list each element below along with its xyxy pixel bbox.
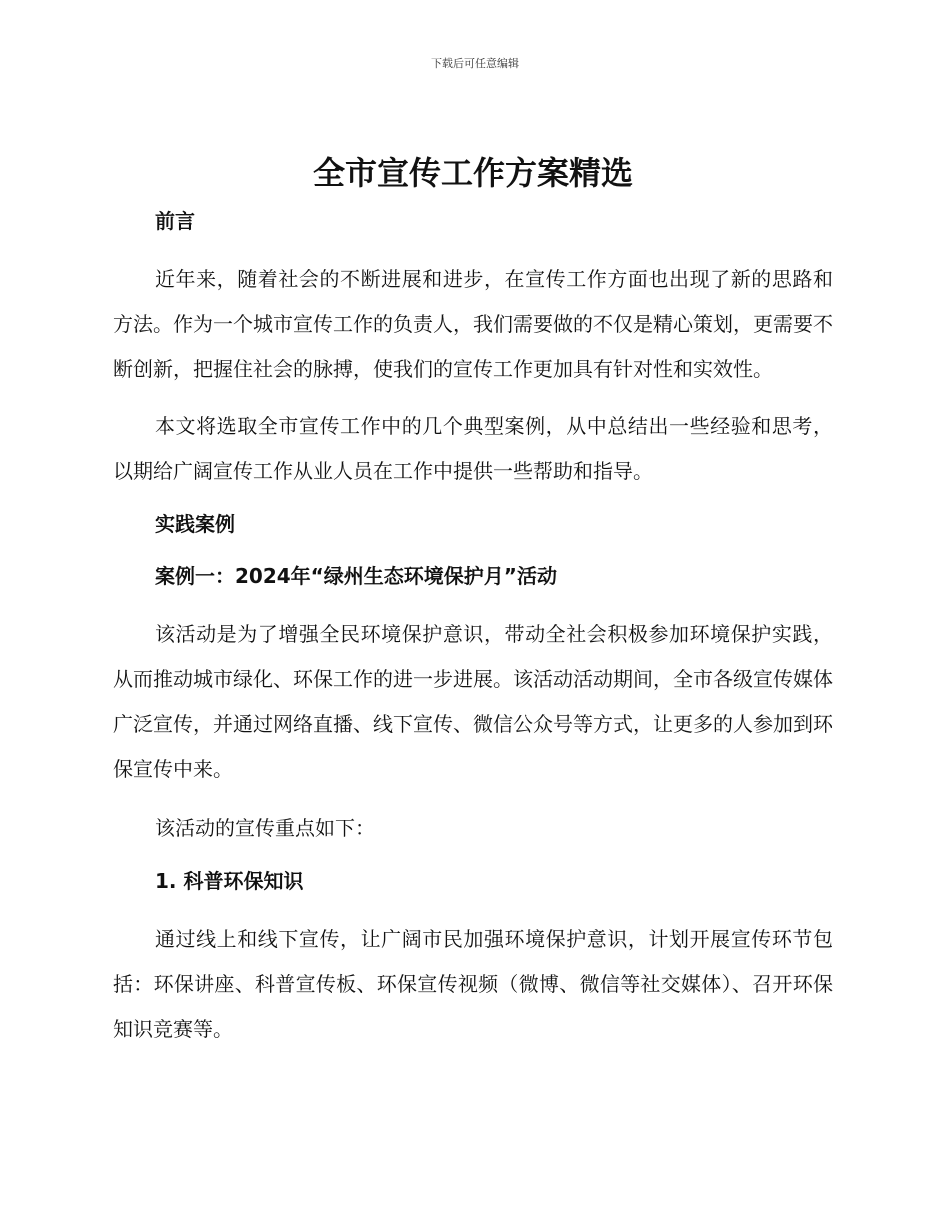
document-body [113, 145, 833, 1064]
paragraph-preface-1: 近年来，随着社会的不断进展和进步，在宣传工作方面也出现了新的思路和方法。作为一个城市宣传工作的负责人，我们需要做的不仅是精心策划，更需要不断创新，把握住社会的脉搏，使我们的宣传工作更加具有针对性和实效性。 [113, 267, 833, 381]
paragraph-case1-1: 该活动是为了增强全民环境保护意识，带动全社会积极参加环境保护实践，从而推动城市绿化、环保工作的进一步进展。该活动活动期间，全市各级宣传媒体广泛宣传，并通过网络直播、线下宣传、微信公众号等方式，让更多的人参加到环保宣传中来。 [113, 622, 833, 781]
case-heading-1: 案例一：2024年“绿州生态环境保护月”活动 [155, 564, 557, 588]
section-heading-preface: 前言 [155, 209, 195, 233]
section-heading-practice: 实践案例 [155, 512, 235, 536]
document-title: 全市宣传工作方案精选 [312, 154, 633, 192]
paragraph-point1-1: 通过线上和线下宣传，让广阔市民加强环境保护意识，计划开展宣传环节包括：环保讲座、科普宣传板、环保宣传视频（微博、微信等社交媒体）、召开环保知识竞赛等。 [113, 927, 833, 1041]
paragraph-preface-2: 本文将选取全市宣传工作中的几个典型案例，从中总结出一些经验和思考，以期给广阔宣传工作从业人员在工作中提供一些帮助和指导。 [113, 414, 833, 483]
subheading-point-1: 1. 科普环保知识 [155, 869, 304, 893]
page-header-note: 下载后可任意编辑 [431, 57, 519, 70]
paragraph-case1-2: 该活动的宣传重点如下： [155, 816, 375, 840]
